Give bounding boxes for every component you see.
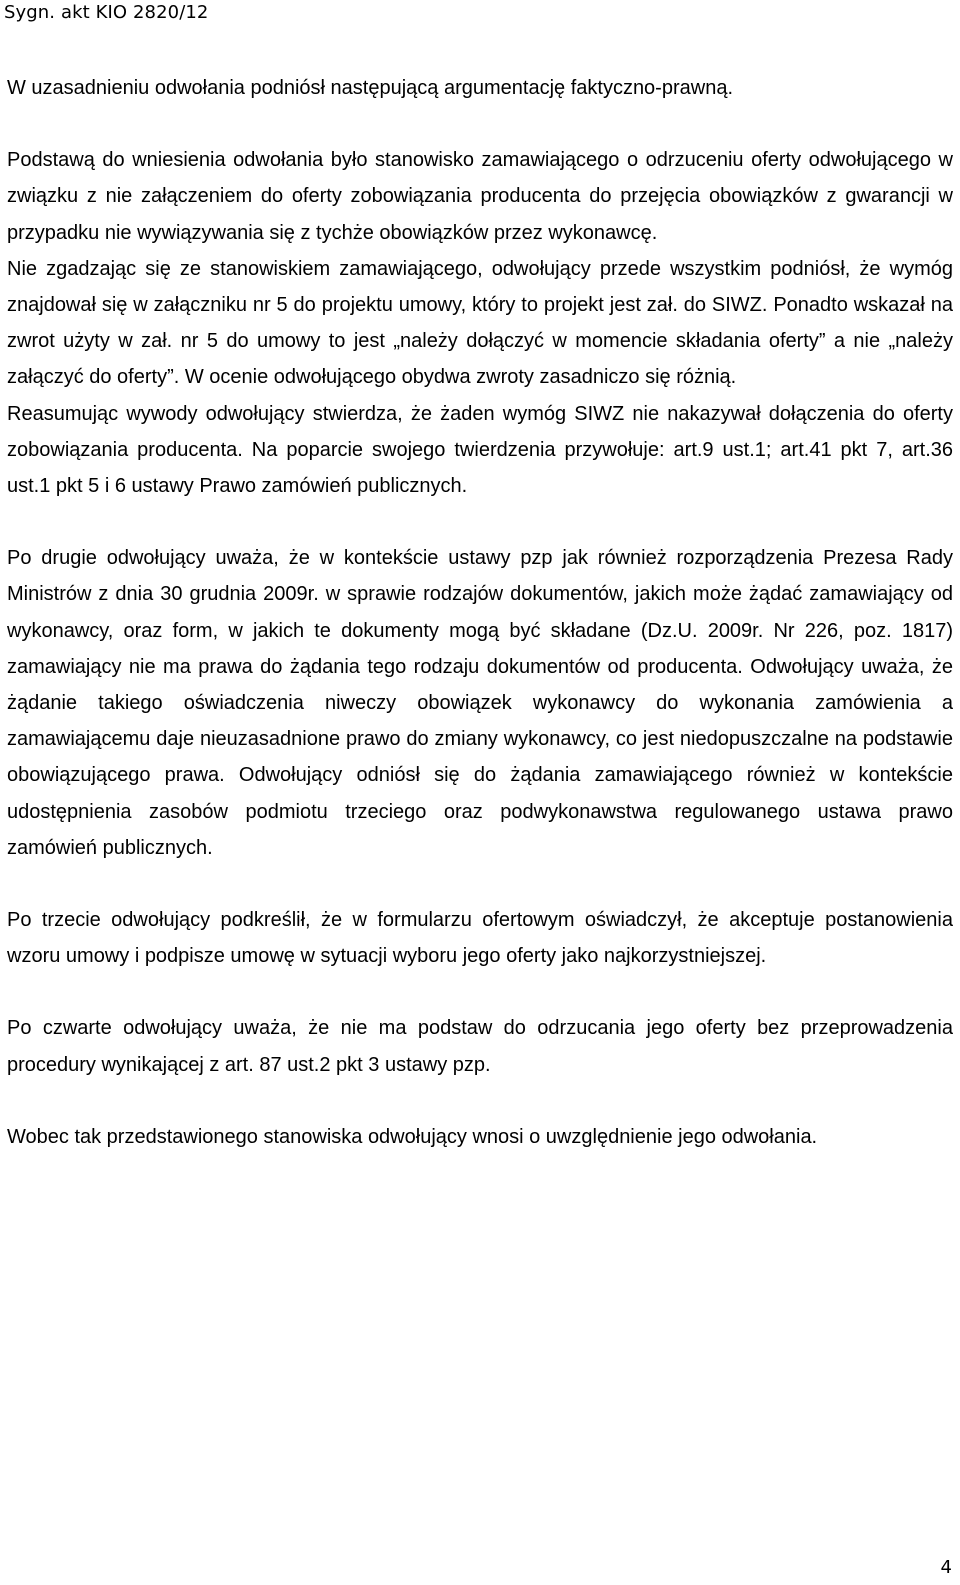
paragraph-intro: W uzasadnieniu odwołania podniósł następującą argumentację faktyczno-prawną. <box>7 77 733 99</box>
case-signature: Sygn. akt KIO 2820/12 <box>4 2 209 23</box>
paragraph-basis: Podstawą do wniesienia odwołania było stanowisko zamawiającego o odrzuceniu oferty odwołującego w związku z nie załączeniem do oferty zobowiązania producenta do przejęcia obowiązków z gwarancji w przypadku nie wywiązywania się z tychże obowiązków przez wykonawcę. <box>7 149 953 244</box>
paragraph-conclusion: Wobec tak przedstawionego stanowiska odwołujący wnosi o uwzględnienie jego odwołania. <box>7 1125 818 1148</box>
paragraph-fourth-argument: Po czwarte odwołujący uważa, że nie ma podstaw do odrzucania jego oferty bez przeprowadzenia procedury wynikającej z art. 87 ust.2 pkt 3 ustawy pzp. <box>7 1017 953 1076</box>
paragraph-disagreement: Nie zgadzając się ze stanowiskiem zamawiającego, odwołujący przede wszystkim podniósł, że wymóg znajdował się w załączniku nr 5 do projektu umowy, który to projekt jest zał. do SIWZ. Ponadto wskazał na zwrot użyty w zał. nr 5 do umowy to jest „należy dołączyć w momencie składania oferty” a nie „należy załączyć do oferty”. W ocenie odwołującego obydwa zwroty zasadniczo się różnią. <box>7 257 953 389</box>
paragraph-second-argument: Po drugie odwołujący uważa, że w kontekście ustawy pzp jak również rozporządzenia Prezesa Rady Ministrów z dnia 30 grudnia 2009r. w sprawie rodzajów dokumentów, jakich może żądać zamawiający od wykonawcy, oraz form, w jakich te dokumenty mogą być składane (Dz.U. 2009r. Nr 226, poz. 1817) zamawiający nie ma prawa do żądania tego rodzaju dokumentów od producenta. Odwołujący uważa, że żądanie takiego oświadczenia niweczy obowiązek wykonawcy do wykonania zamówienia a zamawiającemu daje nieuzasadnione prawo do zmiany wykonawcy, co jest niedopuszczalne na podstawie obowiązującego prawa. Odwołujący odniósł się do żądania zamawiającego również w kontekście udostępnienia zasobów podmiotu trzeciego oraz podwykonawstwa regulowanego ustawa prawo zamówień publicznych. <box>7 547 953 859</box>
page-number: 4 <box>940 1557 952 1578</box>
paragraph-third-argument: Po trzecie odwołujący podkreślił, że w formularzu ofertowym oświadczył, że akceptuje postanowienia wzoru umowy i podpisze umowę w sytuacji wyboru jego oferty jako najkorzystniejszej. <box>7 909 953 968</box>
paragraph-summary: Reasumując wywody odwołujący stwierdza, że żaden wymóg SIWZ nie nakazywał dołączenia do oferty zobowiązania producenta. Na poparcie swojego twierdzenia przywołuje: art.9 ust.1; art.41 pkt 7, art.36 ust.1 pkt 5 i 6 ustawy Prawo zamówień publicznych. <box>7 402 953 498</box>
document-body <box>7 70 953 1155</box>
